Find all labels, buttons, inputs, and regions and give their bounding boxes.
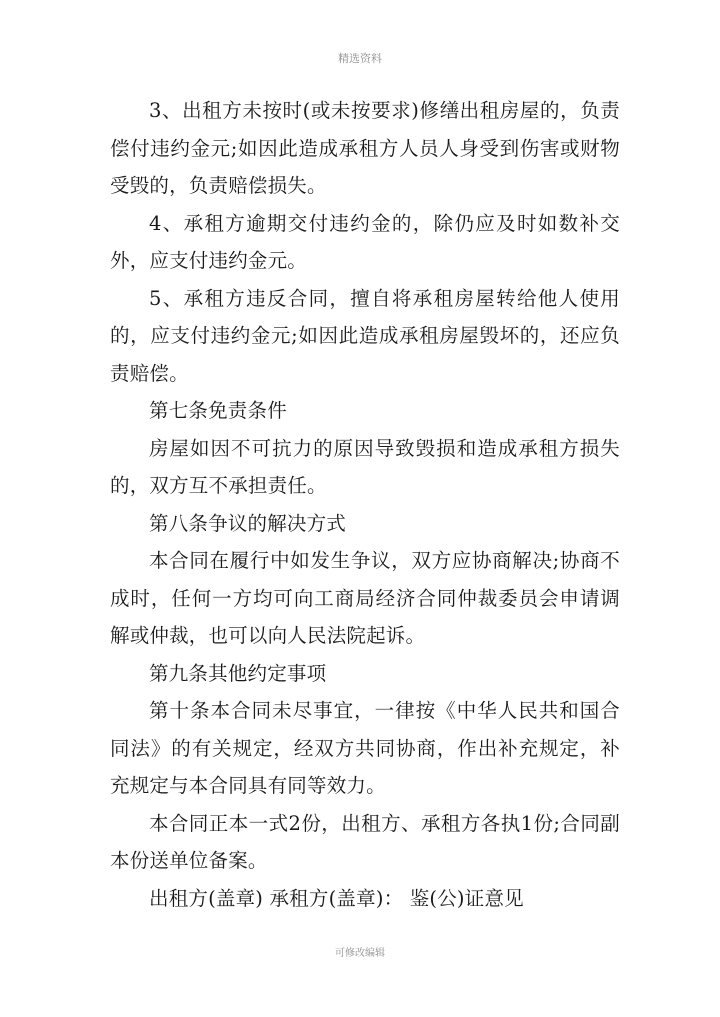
clause-4-paragraph: 4、承租方逾期交付违约金的，除仍应及时如数补交外，应支付违约金元。 [110, 211, 620, 272]
document-body [110, 92, 620, 917]
clause-5-paragraph: 5、承租方违反合同，擅自将承租房屋转给他人使用的，应支付违约金元;如因此造成承租房屋毁坏的，还应负责赔偿。 [110, 286, 620, 385]
copies-paragraph: 本合同正本一式2份，出租方、承租方各执1份;合同副本份送单位备案。 [110, 811, 620, 872]
article-8-body: 本合同在履行中如发生争议，双方应协商解决;协商不成时，任何一方均可向工商局经济合同仲裁委员会申请调解或仲裁，也可以向人民法院起诉。 [110, 549, 620, 647]
article-8-heading: 第八条争议的解决方式 [149, 511, 347, 535]
article-10-body: 第十条本合同未尽事宜，一律按《中华人民共和国合同法》的有关规定，经双方共同协商，作出补充规定，补充规定与本合同具有同等效力。 [110, 699, 620, 797]
signature-line: 出租方(盖章) 承租方(盖章)： 鉴(公)证意见 [149, 886, 524, 910]
article-9-heading: 第九条其他约定事项 [149, 661, 327, 685]
article-7-body: 房屋如因不可抗力的原因导致毁损和造成承租方损失的，双方互不承担责任。 [110, 436, 620, 497]
page-footer: 可修改编辑 [335, 948, 385, 959]
page-header: 精选资料 [338, 52, 382, 65]
article-7-heading: 第七条免责条件 [149, 399, 287, 422]
clause-3-paragraph: 3、出租方未按时(或未按要求)修缮出租房屋的，负责偿付违约金元;如因此造成承租方人员人身受到伤害或财物受毁的，负责赔偿损失。 [110, 99, 620, 197]
